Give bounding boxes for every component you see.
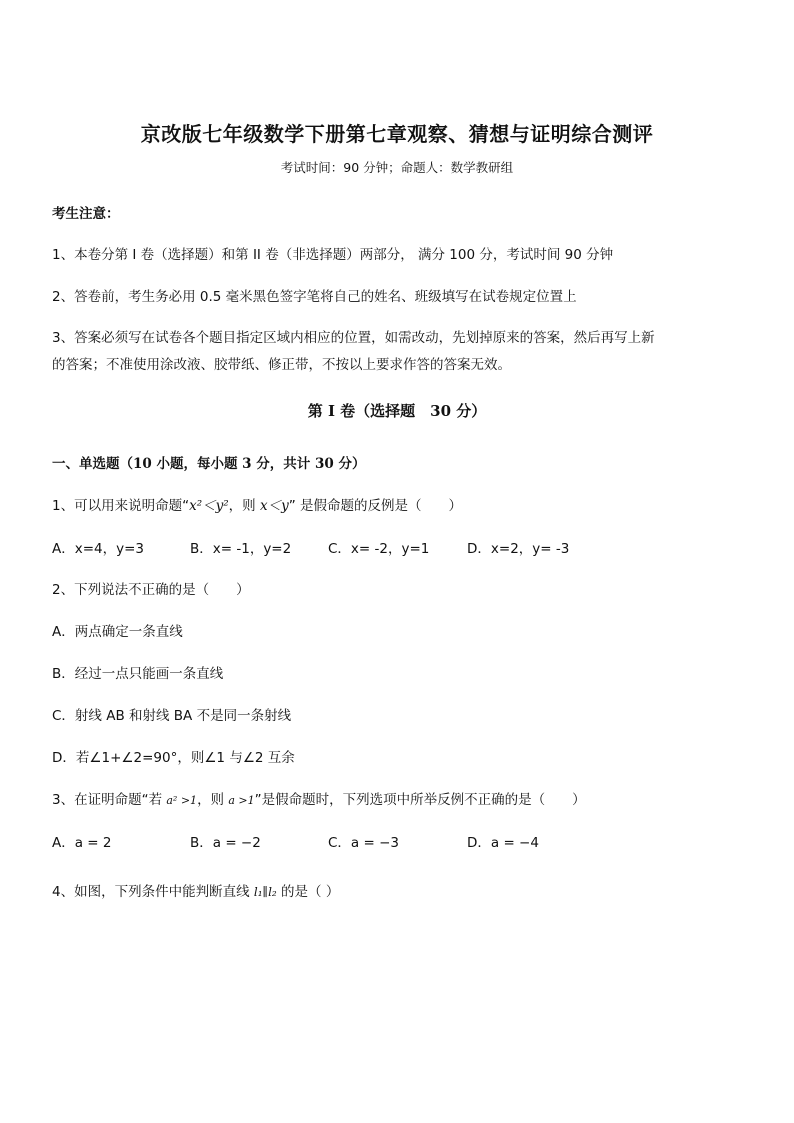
notice-item-2: 2、答卷前，考生务必用 0.5 毫米黑色签字笔将自己的姓名、班级填写在试卷规定位置上 [52,289,577,305]
exam-info: 考试时间：90 分钟；命题人：数学教研组 [280,160,514,175]
q1-stem-part-a: 1、可以用来说明命题“ [52,498,190,514]
part-title: 第 I 卷（选择题 30 分） [307,402,487,420]
question-1-stem [52,494,462,514]
q1-stem-part-c: ” 是假命题的反例是（ ） [288,498,463,514]
question-3-stem [52,788,586,808]
q3-math-condition: a² >1 [166,794,198,807]
notice-item-3: 3、答案必须写在试卷各个题目指定区域内相应的位置，如需改动，先划掉原来的答案，然后再写上新 [52,330,655,346]
page-title: 京改版七年级数学下册第七章观察、猜想与证明综合测评 [140,122,654,146]
notice-item-1: 1、本卷分第 I 卷（选择题）和第 II 卷（非选择题）两部分， 满分 100 分，考试时间 90 分钟 [52,247,614,263]
question-2-stem: 2、下列说法不正确的是（ ） [52,582,250,598]
q3-math-conclusion: a >1 [228,794,255,807]
q2-option-c: C．射线 AB 和射线 BA 不是同一条射线 [52,708,292,724]
q3-option-c: C．a = −3 [328,835,399,851]
q1-option-c: C．x= -2，y=1 [328,541,430,557]
q2-option-b: B．经过一点只能画一条直线 [52,666,224,682]
q1-math-condition: x²＜y² [189,498,229,514]
notice-item-3-continued: 的答案；不准使用涂改液、胶带纸、修正带，不按以上要求作答的答案无效。 [52,357,511,373]
q4-math-parallel: l₁∥l₂ [253,885,277,899]
q3-option-a: A．a = 2 [52,835,112,851]
q1-option-a: A．x=4，y=3 [52,541,145,557]
question-4-stem [52,880,339,900]
q3-stem-part-c: ”是假命题时，下列选项中所举反例不正确的是（ ） [254,792,586,808]
q4-stem-part-a: 4、如图，下列条件中能判断直线 [52,884,254,900]
q3-stem-part-b: ，则 [197,792,229,808]
q1-option-b: B．x= -1，y=2 [190,541,292,557]
q4-stem-part-b: 的是（ ） [276,884,340,900]
q1-option-d: D．x=2，y= -3 [467,541,570,557]
q3-option-d: D．a = −4 [467,835,539,851]
q3-stem-part-a: 3、在证明命题“若 [52,792,167,808]
q1-stem-part-b: ，则 [228,498,260,514]
q2-option-d: D．若∠1+∠2=90°，则∠1 与∠2 互余 [52,750,295,766]
q2-option-a: A．两点确定一条直线 [52,624,183,640]
notice-heading: 考生注意： [52,206,120,222]
q1-math-conclusion: x＜y [259,498,289,514]
section-heading: 一、单选题（10 小题，每小题 3 分，共计 30 分） [52,456,366,472]
q3-option-b: B．a = −2 [190,835,261,851]
